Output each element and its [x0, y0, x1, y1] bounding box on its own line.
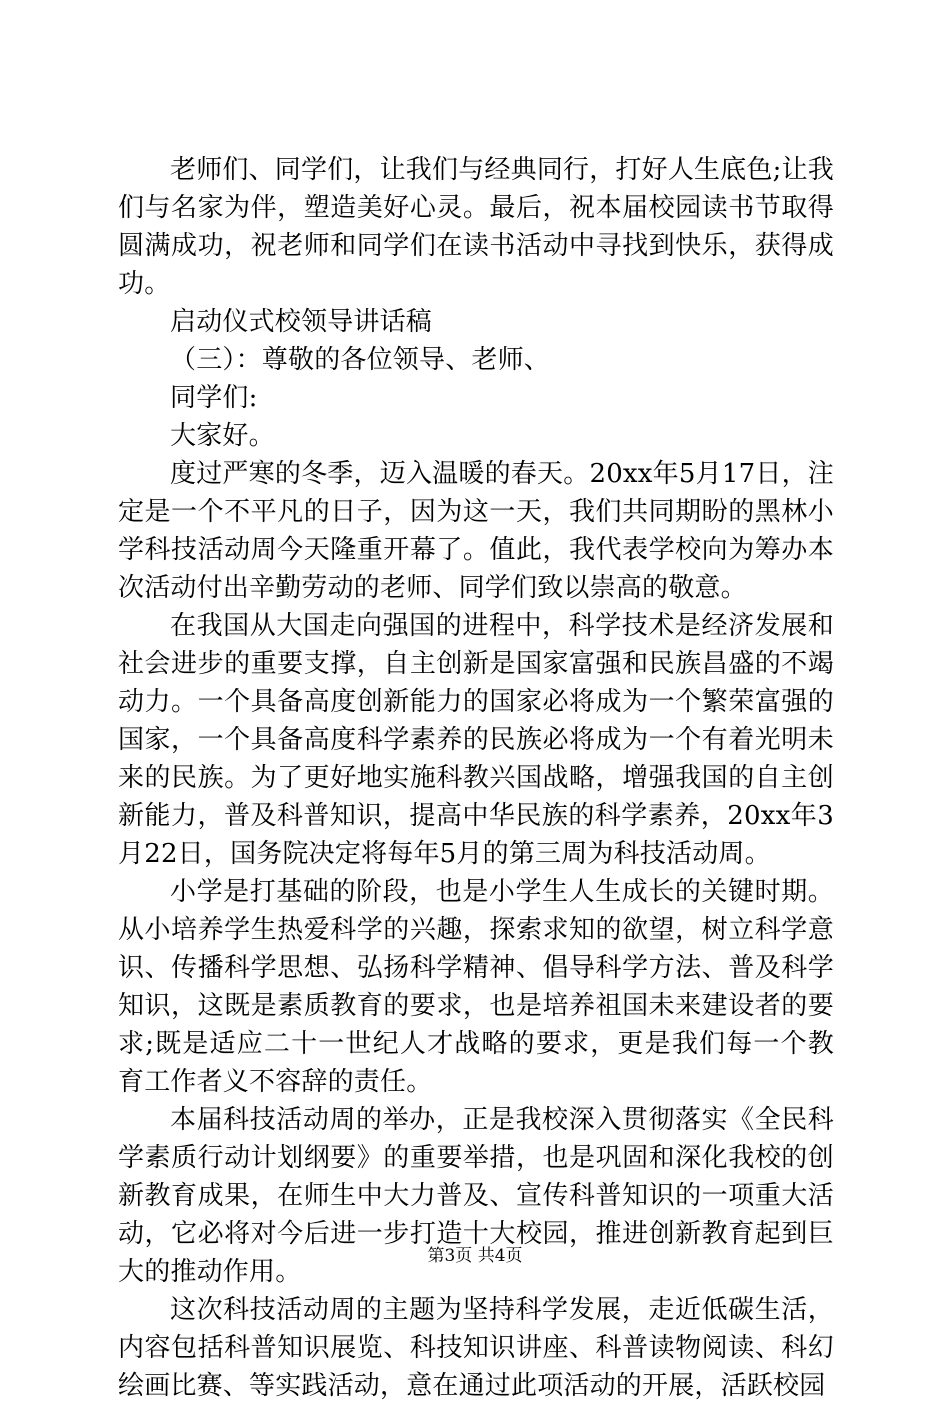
paragraph-salutation: （三）：尊敬的各位领导、老师、 [170, 345, 551, 375]
page-footer [0, 1245, 950, 1267]
paragraph-speech-title: 启动仪式校领导讲话稿 [170, 307, 433, 337]
paragraph-salutation-students: 同学们: [170, 383, 258, 413]
paragraph-opening: 度过严寒的冬季，迈入温暖的春天。20xx年5月17日，注定是一个不平凡的日子，因为这一天，我们共同期盼的黑林小学科技活动周今天隆重开幕了。值此，我代表学校向为筹办本次活动付出辛勤劳动的老师、同学们致以崇高的敬意。 [118, 459, 834, 603]
document-body [118, 151, 834, 1405]
paragraph-science-importance: 在我国从大国走向强国的进程中，科学技术是经济发展和社会进步的重要支撑，自主创新是国家富强和民族昌盛的不竭动力。一个具备高度创新能力的国家必将成为一个繁荣富强的国家，一个具备高度科学素养的民族必将成为一个有着光明未来的民族。为了更好地实施科教兴国战略，增强我国的自主创新能力，普及科普知识，提高中华民族的科学素养，20xx年3月22日，国务院决定将每年5月的第三周为科技活动周。 [118, 611, 834, 869]
paragraph-greeting: 大家好。 [170, 421, 275, 451]
paragraph-event-significance: 本届科技活动周的举办，正是我校深入贯彻落实《全民科学素质行动计划纲要》的重要举措，也是巩固和深化我校的创新教育成果，在师生中大力普及、宣传科普知识的一项重大活动，它必将对今后进一步打造十大校园，推进创新教育起到巨大的推动作用。 [118, 1105, 834, 1287]
page-number: 第3页 共4页 [427, 1246, 523, 1266]
paragraph-closing-remarks: 老师们、同学们，让我们与经典同行，打好人生底色;让我们与名家为伴，塑造美好心灵。最后，祝本届校园读书节取得圆满成功，祝老师和同学们在读书活动中寻找到快乐，获得成功。 [118, 155, 834, 299]
paragraph-event-theme: 这次科技活动周的主题为坚持科学发展，走近低碳生活，内容包括科普知识展览、科技知识讲座、科普读物阅读、科幻绘画比赛、等实践活动，意在通过此项活动的开展，活跃校园 [118, 1295, 834, 1401]
paragraph-primary-school: 小学是打基础的阶段，也是小学生人生成长的关键时期。从小培养学生热爱科学的兴趣，探索求知的欲望，树立科学意识、传播科学思想、弘扬科学精神、倡导科学方法、普及科学知识，这既是素质教育的要求，也是培养祖国未来建设者的要求;既是适应二十一世纪人才战略的要求，更是我们每一个教育工作者义不容辞的责任。 [118, 877, 834, 1097]
